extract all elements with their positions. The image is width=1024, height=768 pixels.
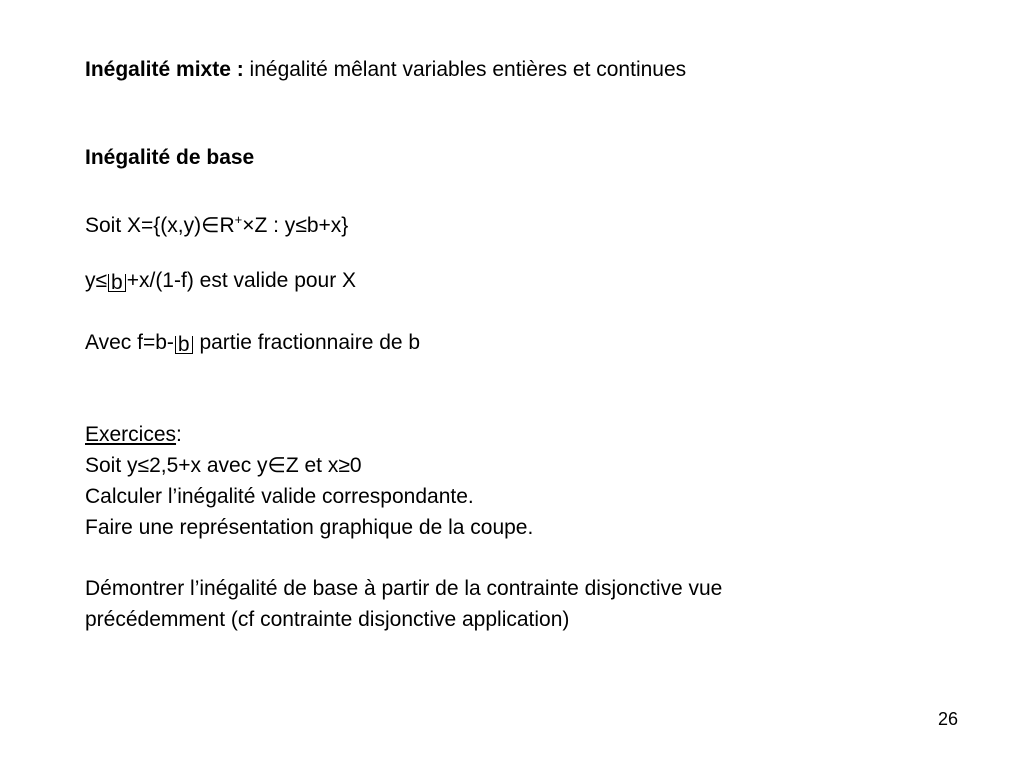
element-of-symbol: ∈ bbox=[201, 214, 220, 237]
definition-text: inégalité mêlant variables entières et continues bbox=[243, 58, 687, 81]
floor-bracket bbox=[175, 333, 193, 356]
ex1-part-d: 0 bbox=[349, 454, 362, 477]
le-symbol: ≤ bbox=[295, 214, 307, 237]
set-def-end: b+x} bbox=[306, 214, 349, 237]
exercises-title-line bbox=[85, 422, 182, 448]
exercise-line-4: Démontrer l’inégalité de base à partir de la contrainte disjonctive vue bbox=[85, 577, 723, 600]
times-symbol: × bbox=[242, 214, 255, 237]
set-r: R bbox=[219, 214, 235, 237]
definition-line bbox=[85, 57, 686, 83]
valid-ineq-prefix: y bbox=[85, 269, 96, 292]
set-def-rest: Z : y bbox=[254, 214, 296, 237]
le-symbol: ≤ bbox=[137, 454, 150, 477]
definition-term: Inégalité mixte : bbox=[85, 58, 244, 81]
floor-bracket bbox=[108, 271, 126, 294]
page-number: 26 bbox=[938, 709, 959, 729]
base-heading: Inégalité de base bbox=[85, 146, 255, 169]
with-f-prefix: Avec f=b- bbox=[85, 331, 174, 354]
ex1-part-c: Z et x bbox=[285, 454, 339, 477]
plus-superscript: + bbox=[234, 212, 243, 227]
valid-ineq-rest: +x/(1-f) est valide pour X bbox=[126, 269, 357, 292]
valid-inequality bbox=[85, 268, 356, 294]
element-of-symbol: ∈ bbox=[267, 454, 286, 477]
set-def-prefix: Soit X={(x,y) bbox=[85, 214, 202, 237]
ex1-part-a: Soit y bbox=[85, 454, 138, 477]
set-definition bbox=[85, 207, 348, 239]
exercise-line-1 bbox=[85, 453, 362, 479]
exercise-line-2: Calculer l’inégalité valide correspondante. bbox=[85, 485, 474, 508]
le-symbol: ≤ bbox=[95, 269, 108, 292]
floor-content: b bbox=[111, 271, 123, 294]
floor-content: b bbox=[177, 333, 190, 356]
exercises-title: Exercices bbox=[85, 423, 177, 446]
exercise-line-5: précédemment (cf contrainte disjonctive application) bbox=[85, 608, 570, 631]
exercises-colon: : bbox=[176, 423, 182, 446]
exercise-line-3: Faire une représentation graphique de la coupe. bbox=[85, 516, 534, 539]
fraction-definition bbox=[85, 330, 420, 356]
ge-symbol: ≥ bbox=[338, 454, 350, 477]
ex1-part-b: 2,5+x avec y bbox=[149, 454, 268, 477]
with-f-rest: partie fractionnaire de b bbox=[193, 331, 421, 354]
